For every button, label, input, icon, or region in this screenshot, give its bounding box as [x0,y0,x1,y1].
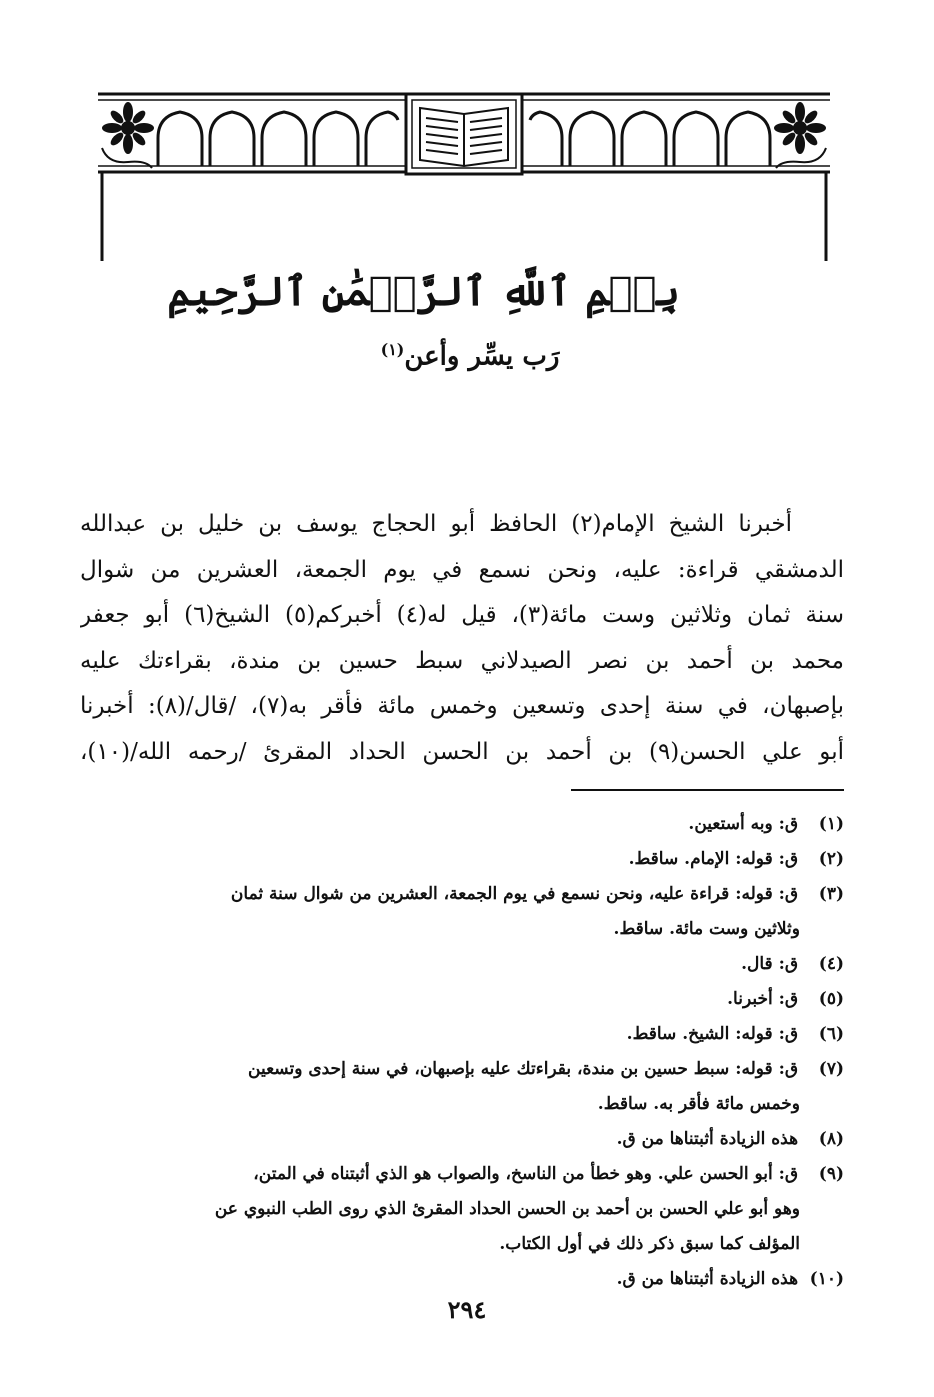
main-line: محمد بن أحمد بن نصر الصيدلاني سبط حسين بن مندة، بقراءتك عليه [80,647,844,674]
footnote-continuation: وهو أبو علي الحسن بن أحمد بن الحسن الحداد المقرئ الذي روى الطب النبوي عن [214,1199,800,1219]
open-book-icon [406,94,522,174]
main-line: أخبرنا الشيخ الإمام(٢) الحافظ أبو الحجاج يوسف بن خليل بن عبدالله [80,511,792,537]
footnote-item [80,1052,844,1087]
footnote-text: ق: قوله: قراءة عليه، ونحن نسمع في يوم الجمعة، العشرين من شوال سنة ثمان [230,884,799,904]
main-line: الدمشقي قراءة: عليه، ونحن نسمع في يوم الجمعة، العشرين من شوال [80,556,844,583]
footnote-item [80,1157,844,1192]
footnote-item [80,842,844,877]
footnote-item [80,877,844,912]
footnote-item [80,807,844,842]
footnotes [80,807,844,1297]
main-line: أبو علي الحسن(٩) بن أحمد بن الحسن الحداد المقرئ /رحمه الله/(١٠)، [80,738,844,765]
footnote-text: ق: أخبرنا. [727,989,799,1009]
rosette-icon [774,102,826,168]
invocation-text: رَب يسِّر وأعن [404,341,560,372]
footnote-text: ق: أبو الحسن علي. وهو خطأ من الناسخ، والصواب هو الذي أثبتناه في المتن، [253,1164,799,1184]
footnote-item [80,1017,844,1052]
invocation [300,330,640,377]
main-paragraph [80,502,844,775]
footnote-number: (٢) [818,849,844,869]
main-line: بإصبهان، في سنة إحدى وتسعين وخمس مائة فأقر به(٧)، /قال/(٨): أخبرنا [80,693,844,719]
footnote-continuation: وثلاثين وست مائة. ساقط. [613,919,800,939]
invocation-footnote-ref: (١) [380,340,405,359]
footnote-number: (١٠) [809,1269,844,1289]
footnote-text: ق: قوله: الإمام. ساقط. [628,849,799,869]
main-line: سنة ثمان وثلاثين وست مائة(٣)، قيل له(٤) أخبركم(٥) الشيخ(٦) أبو جعفر [80,602,844,628]
footnote-number: (٦) [818,1024,844,1044]
header-ornament-frame [98,86,830,261]
page-number: ٢٩٤ [447,1295,487,1324]
footnote-number: (٩) [818,1164,844,1184]
footnote-item [80,982,844,1017]
footnote-item [80,1122,844,1157]
footnote-item [80,947,844,982]
footnote-continuation: وخمس مائة فأقر به. ساقط. [597,1094,800,1114]
footnote-text: هذه الزيادة أثبتناها من ق. [616,1269,799,1289]
footnote-number: (٧) [818,1059,844,1079]
footnote-text: ق: قال. [741,954,799,974]
footnote-text: ق: قوله: سبط حسين بن مندة، بقراءتك عليه بإصبهان، في سنة إحدى وتسعين [248,1059,799,1079]
rosette-icon [102,102,154,168]
footnote-text: ق: وبه أستعين. [688,814,799,834]
footnote-text: هذه الزيادة أثبتناها من ق. [616,1129,799,1149]
basmala: بِسۡمِ ٱللَّهِ ٱلرَّحۡمَٰنِ ٱلرَّحِيمِ [167,268,680,315]
footnote-number: (١) [818,814,844,834]
footnote-number: (٨) [818,1129,844,1149]
footnote-continuation: المؤلف كما سبق ذكر ذلك في أول الكتاب. [499,1234,800,1254]
footnote-separator [571,789,844,791]
footnote-number: (٤) [818,954,844,974]
footnote-number: (٥) [818,989,844,1009]
footnote-number: (٣) [818,884,844,904]
footnote-text: ق: قوله: الشيخ. ساقط. [626,1024,799,1044]
